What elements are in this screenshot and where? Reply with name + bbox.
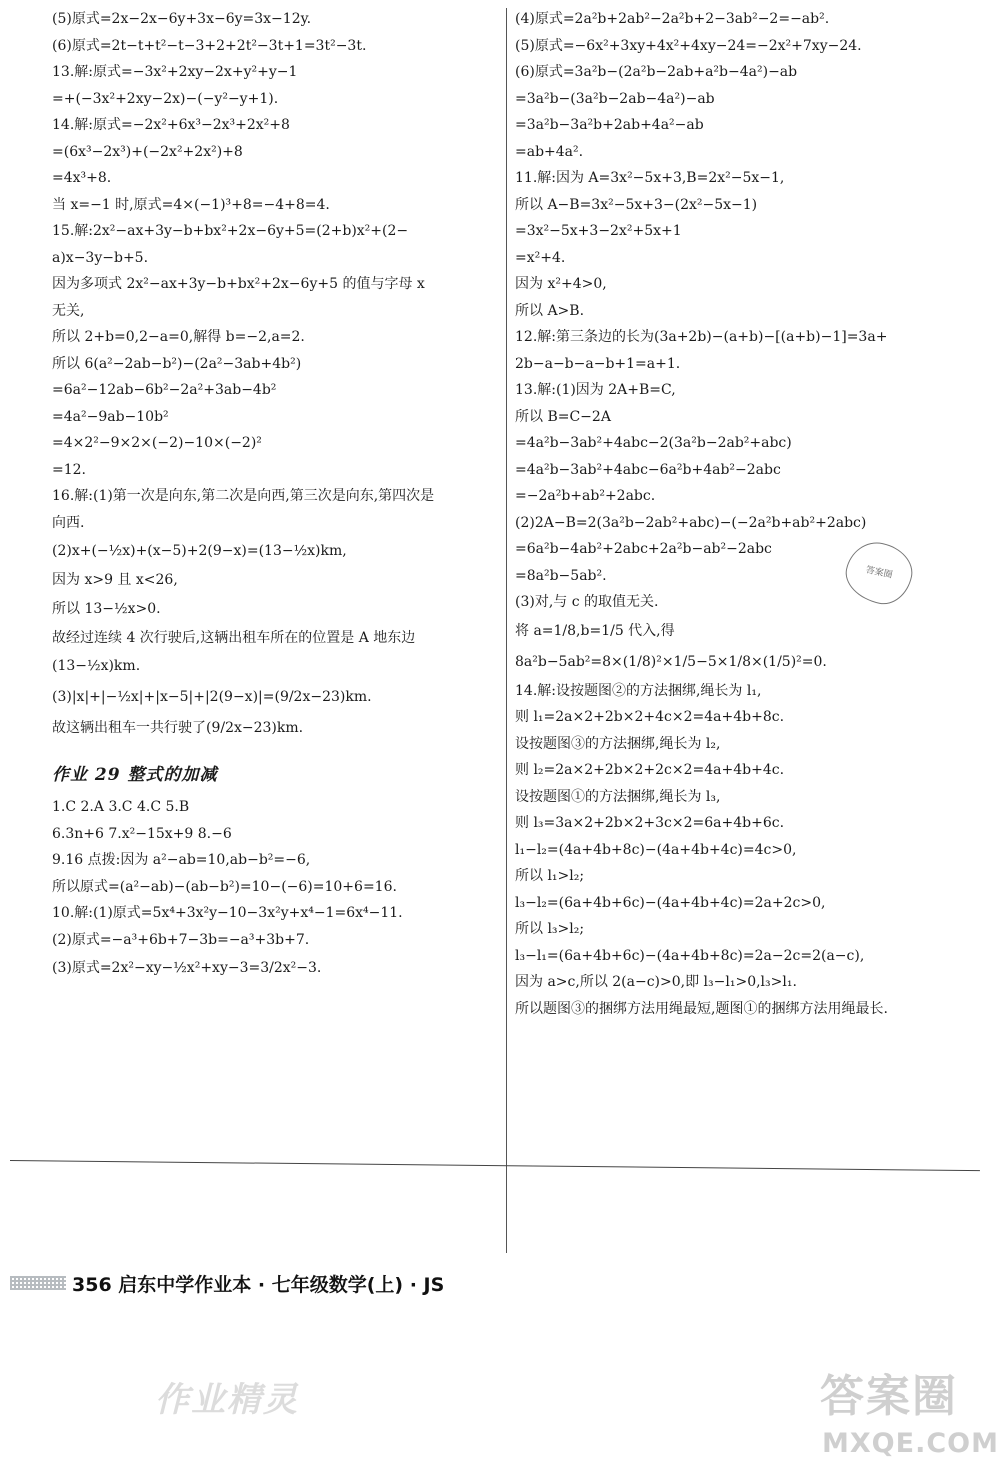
solution-line: 11.解:因为 A=3x²−5x+3,B=2x²−5x−1, [515, 170, 785, 186]
solution-line: =3a²b−(3a²b−2ab−4a²)−ab [515, 90, 715, 107]
solution-line: =4a²b−3ab²+4abc−6a²b+4ab²−2abc [515, 461, 781, 478]
solution-line: 因为多项式 2x²−ax+3y−b+bx²+2x−6y+5 的值与字母 x [52, 276, 425, 292]
solution-line: l₁−l₂=(4a+4b+8c)−(4a+4b+4c)=4c>0, [515, 841, 797, 858]
solution-line: =6a²−12ab−6b²−2a²+3ab−4b² [52, 382, 277, 398]
solution-line: l₃−l₁=(6a+4b+6c)−(4a+4b+8c)=2a−2c=2(a−c), [515, 947, 865, 964]
solution-line: 因为 a>c,所以 2(a−c)>0,即 l₃−l₁>0,l₃>l₁. [515, 974, 797, 990]
solution-line: 则 l₃=3a×2+2b×2+3c×2=6a+4b+6c. [515, 815, 785, 831]
solution-line: =4a²−9ab−10b² [52, 408, 169, 425]
solution-line: 13.解:原式=−3x²+2xy−2x+y²+y−1 [52, 64, 298, 80]
stamp-watermark: 答案圈 [840, 537, 917, 609]
section-heading: 作业 29 整式的加减 [52, 765, 218, 785]
solution-line: 所以 6(a²−2ab−b²)−(2a²−3ab+4b²) [52, 355, 302, 372]
solution-line: 14.解:设按题图②的方法捆绑,绳长为 l₁, [515, 682, 762, 699]
solution-line: =4x³+8. [52, 170, 112, 186]
solution-line: 所以 B=C−2A [515, 408, 611, 425]
solution-line: 所以 A−B=3x²−5x+3−(2x²−5x−1) [515, 196, 758, 213]
solution-line: 6.3n+6 7.x²−15x+9 8.−6 [52, 825, 232, 842]
solution-line: =ab+4a². [515, 143, 584, 160]
solution-line: 因为 x>9 且 x<26, [52, 572, 178, 588]
solution-line: =3a²b−3a²b+2ab+4a²−ab [515, 117, 704, 133]
solution-line: 2b−a−b−a−b+1=a+1. [515, 355, 681, 372]
solution-line: 12.解:第三条边的长为(3a+2b)−(a+b)−[(a+b)−1]=3a+ [515, 329, 888, 345]
solution-line: 1.C 2.A 3.C 4.C 5.B [52, 799, 190, 815]
solution-line: 所以原式=(a²−ab)−(ab−b²)=10−(−6)=10+6=16. [52, 878, 397, 895]
solution-line: 所以 2+b=0,2−a=0,解得 b=−2,a=2. [52, 329, 305, 345]
solution-line: 10.解:(1)原式=5x⁴+3x²y−10−3x²y+x⁴−1=6x⁴−11. [52, 905, 403, 921]
solution-line: 所以 l₃>l₂; [515, 921, 585, 937]
solution-line: 故这辆出租车一共行驶了(9/2x−23)km. [52, 720, 304, 736]
footer-pattern-icon [10, 1276, 66, 1290]
solution-line: a)x−3y−b+5. [52, 249, 149, 266]
solution-line: (3)|x|+|−½x|+|x−5|+|2(9−x)|=(9/2x−23)km. [52, 689, 372, 705]
solution-line: (2)原式=−a³+6b+7−3b=−a³+3b+7. [52, 931, 310, 948]
page-footer [10, 1268, 444, 1298]
solution-line: l₃−l₂=(6a+4b+6c)−(4a+4b+4c)=2a+2c>0, [515, 894, 826, 911]
solution-line: 则 l₂=2a×2+2b×2+2c×2=4a+4b+4c. [515, 762, 785, 778]
solution-line: =−2a²b+ab²+2abc. [515, 488, 656, 504]
solution-line: 当 x=−1 时,原式=4×(−1)³+8=−4+8=4. [52, 196, 330, 213]
solution-line: (5)原式=2x−2x−6y+3x−6y=3x−12y. [52, 11, 312, 27]
page-fold-line [10, 1160, 980, 1171]
solution-line: 8a²b−5ab²=8×(1/8)²×1/5−5×1/8×(1/5)²=0. [515, 653, 827, 670]
solution-line: =x²+4. [515, 249, 566, 266]
solution-line: =12. [52, 461, 86, 478]
solution-line: 9.16 点拨:因为 a²−ab=10,ab−b²=−6, [52, 852, 311, 868]
solution-line: 向西. [52, 514, 85, 531]
watermark-middle: 作业精灵 [155, 1380, 299, 1420]
solution-line: 因为 x²+4>0, [515, 276, 607, 292]
solution-line: =3x²−5x+3−2x²+5x+1 [515, 223, 682, 239]
solution-line: 14.解:原式=−2x²+6x³−2x³+2x²+8 [52, 117, 290, 133]
solution-line: 无关, [52, 302, 85, 319]
solution-line: =8a²b−5ab². [515, 567, 607, 584]
solution-line: 所以 A>B. [515, 302, 585, 319]
solution-line: 将 a=1/8,b=1/5 代入,得 [515, 622, 675, 639]
watermark-url: MXQE.COM [822, 1428, 999, 1459]
solution-line: 16.解:(1)第一次是向东,第二次是向西,第三次是向东,第四次是 [52, 488, 435, 504]
right-column [515, 6, 955, 1022]
solution-line: (5)原式=−6x²+3xy+4x²+4xy−24=−2x²+7xy−24. [515, 37, 862, 54]
solution-line: (6)原式=2t−t+t²−t−3+2+2t²−3t+1=3t²−3t. [52, 37, 367, 54]
solution-line: 所以题图③的捆绑方法用绳最短,题图①的捆绑方法用绳最长. [515, 1000, 888, 1017]
solution-line: =4a²b−3ab²+4abc−2(3a²b−2ab²+abc) [515, 435, 792, 451]
solution-line: (4)原式=2a²b+2ab²−2a²b+2−3ab²−2=−ab². [515, 11, 830, 27]
solution-line: 所以 13−½x>0. [52, 600, 161, 617]
solution-line: 设按题图③的方法捆绑,绳长为 l₂, [515, 735, 721, 752]
solution-line: 设按题图①的方法捆绑,绳长为 l₃, [515, 788, 721, 805]
solution-line: =(6x³−2x³)+(−2x²+2x²)+8 [52, 143, 243, 160]
spacer [52, 744, 502, 756]
solution-line: (13−½x)km. [52, 658, 141, 674]
solution-line: 故经过连续 4 次行驶后,这辆出租车所在的位置是 A 地东边 [52, 629, 416, 646]
footer-text: 356 启东中学作业本 · 七年级数学(上) · JS [72, 1273, 445, 1296]
solution-line: 13.解:(1)因为 2A+B=C, [515, 382, 676, 398]
solution-line: =4×2²−9×2×(−2)−10×(−2)² [52, 435, 262, 451]
left-column [52, 6, 502, 984]
solution-line: (3)对,与 c 的取值无关. [515, 594, 659, 610]
column-divider [506, 8, 507, 1253]
solution-line: (2)2A−B=2(3a²b−2ab²+abc)−(−2a²b+ab²+2abc) [515, 514, 867, 531]
solution-line: =+(−3x²+2xy−2x)−(−y²−y+1). [52, 90, 279, 107]
solution-line: (2)x+(−½x)+(x−5)+2(9−x)=(13−½x)km, [52, 543, 347, 559]
solution-line: 所以 l₁>l₂; [515, 868, 585, 884]
solution-line: =6a²b−4ab²+2abc+2a²b−ab²−2abc [515, 541, 772, 557]
solution-line: 则 l₁=2a×2+2b×2+4c×2=4a+4b+8c. [515, 709, 785, 725]
solution-line: (6)原式=3a²b−(2a²b−2ab+a²b−4a²)−ab [515, 64, 798, 80]
solution-line: (3)原式=2x²−xy−½x²+xy−3=3/2x²−3. [52, 960, 322, 976]
watermark-logo: 答案圈 [820, 1371, 958, 1422]
solution-line: 15.解:2x²−ax+3y−b+bx²+2x−6y+5=(2+b)x²+(2− [52, 223, 409, 239]
